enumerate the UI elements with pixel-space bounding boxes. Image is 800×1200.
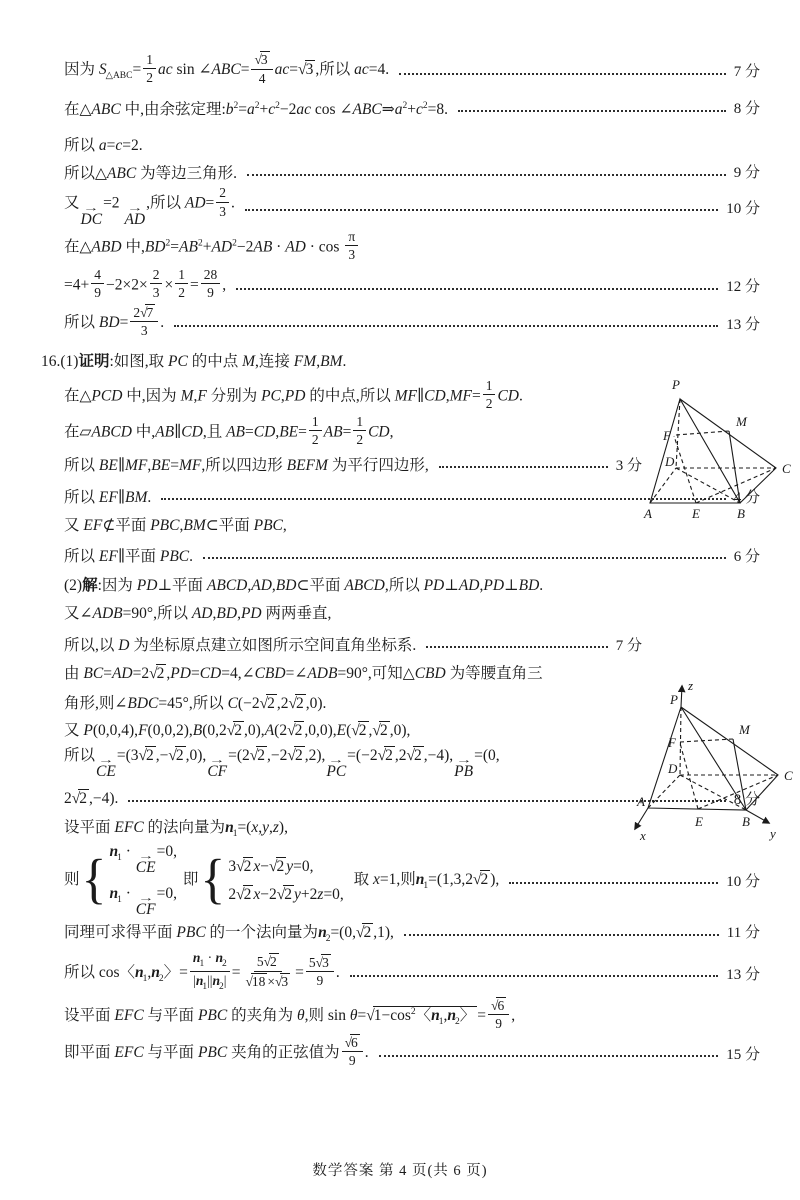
dotted-leader [247, 174, 726, 176]
solution-line [64, 718, 642, 741]
solution-line [64, 544, 760, 567]
line-text: 所以 EF∥平面 PBC. [64, 548, 194, 566]
score-mark: 3 分 [615, 457, 642, 474]
dotted-leader [245, 209, 718, 211]
sqrt-expression: √2 [377, 746, 393, 764]
sqrt-expression: √2 [138, 746, 154, 764]
vertex-label-m: M [736, 414, 747, 429]
line-text: 所以 EF∥BM. [64, 489, 152, 507]
sqrt-expression: √18 [245, 973, 266, 989]
vertex-label-b: B [742, 814, 750, 829]
score-mark: 9 分 [733, 165, 760, 182]
vector-arrow: → AD [124, 202, 146, 229]
pyramid-2-edges [648, 707, 778, 810]
vertex-label-b: B [737, 506, 745, 521]
line-text: 由 BC=AD=2√2 ,PD=CD=4,∠CBD=∠ADB=90°,可知△CBD 为等腰直角三 [64, 665, 543, 683]
vector-arrow: → DC [80, 202, 103, 229]
fraction: $\frac{√6}{9}$ [342, 1034, 363, 1069]
solution-line [64, 743, 642, 780]
score-mark: 11 分 [726, 925, 760, 942]
sqrt-expression: √2 [226, 722, 243, 740]
line-text: 16.(1)证明:如图,取 PC 的中点 M,连接 FM,BM. [41, 353, 347, 371]
dotted-leader [426, 646, 608, 648]
dotted-leader [379, 1055, 719, 1057]
line-text: 同理可求得平面 PBC 的一个法向量为$n_2=(0,√2$ ,1), [64, 923, 394, 944]
equation-system: { $n_1$ · → CE =0, $n_1$ · → CF =0, [81, 842, 177, 919]
line-text: 角形,则∠BDC=45°,所以 C(−2√2 ,2√2 ,0). [64, 695, 327, 713]
solution-line [64, 228, 760, 265]
sqrt-expression: √3 [298, 61, 314, 79]
fraction: $\frac{5√3}{9}$ [306, 954, 334, 989]
dotted-leader [174, 325, 718, 327]
sqrt-expression: √2 [406, 746, 422, 764]
vector-arrow: → CE [135, 850, 156, 877]
vertex-label-f: F [668, 735, 676, 750]
fraction: $\frac{\pi}{3}$ [345, 229, 358, 263]
solution-line [64, 377, 642, 414]
brace-icon: { [81, 850, 107, 910]
score-mark: 10 分 [726, 873, 760, 890]
solution-line [64, 633, 642, 656]
vertex-label-f: F [663, 428, 671, 443]
sqrt-expression: √3 [254, 52, 268, 67]
sqrt-expression: √2 [268, 857, 285, 875]
score-mark: 8 分 [733, 101, 760, 118]
line-text: 又 → DC =2 → AD ,所以 AD= $\frac{2}{3}$ . [64, 185, 235, 229]
solution-line [64, 187, 760, 228]
solution-line [64, 53, 760, 88]
sqrt-expression: √2 [473, 870, 489, 888]
dotted-leader [350, 975, 719, 977]
solution-text-block [41, 50, 760, 1071]
line-text: 又∠ADB=90°,所以 AD,BD,PD 两两垂直, [64, 605, 332, 623]
equation-system: { 3√2 x−√2 y=0, 2√2 x−2√2 y+2z=0, [200, 850, 344, 910]
line-text: 在▱ABCD 中,AB∥CD,且 AB=CD,BE= $\frac{1}{2}$ AB= $\frac{1}{2}$ CD, [64, 413, 394, 448]
line-text: 所以 cos〈$n_1,n_2$〉= $\frac{n_1 \cdot n_2}{|n_1||n_2|}$ = $\frac{5√2}{√18 \times√3}$ = $\frac{5√3}{9}$ . [64, 949, 340, 992]
vertex-label-c: C [782, 461, 791, 476]
solution-line [64, 661, 642, 684]
fraction: $\frac{1}{2}$ [175, 267, 188, 301]
solution-line [64, 843, 760, 918]
solution-line [64, 999, 760, 1034]
vector-arrow: → CE [96, 754, 116, 781]
sqrt-expression: √2 [287, 722, 303, 740]
score-mark: 13 分 [726, 316, 760, 333]
fraction: $\frac{n_1 \cdot n_2}{|n_1||n_2|}$ [190, 950, 230, 993]
line-text: 2√2 ,−4). [64, 789, 119, 807]
sqrt-expression: √2 [288, 695, 304, 713]
brace-icon: { [200, 850, 226, 910]
vector-arrow: → PB [454, 754, 474, 781]
dotted-leader [458, 110, 726, 112]
axis-label-y: y [770, 826, 776, 841]
solution-line [64, 413, 642, 450]
vertex-label-m: M [739, 722, 750, 737]
vertex-label-a: A [644, 506, 652, 521]
score-mark: 4 分 [733, 489, 760, 506]
fraction: $\frac{2}{3}$ [216, 185, 229, 219]
score-mark: 7 分 [733, 64, 760, 81]
sqrt-expression: √2 [287, 746, 303, 764]
sqrt-expression: √2 [249, 746, 266, 764]
sqrt-expression: √2 [71, 789, 88, 807]
sqrt-expression: √2 [372, 722, 388, 740]
vertex-label-p: P [670, 692, 678, 707]
solution-line [64, 601, 760, 624]
line-text: (2)解:因为 PD⊥平面 ABCD,AD,BD⊂平面 ABCD,所以 PD⊥AD,PD⊥BD. [64, 577, 544, 595]
dotted-leader [404, 934, 719, 936]
dotted-leader [236, 288, 718, 290]
fraction: $\frac{√6}{9}$ [488, 997, 509, 1032]
line-text: 所以 → CE =(3√2 ,−√2 ,0), → CF =(2√2 ,−2√2 ,2), → PC =(−2√2 ,2√2 ,−4), → PB =(0, [64, 746, 500, 781]
score-mark: 7 分 [615, 637, 642, 654]
figure-pyramid-1 [636, 372, 796, 530]
sqrt-expression: √3 [275, 973, 289, 989]
dotted-leader [399, 73, 726, 75]
dotted-leader [509, 882, 718, 884]
vertex-label-e: E [692, 506, 700, 521]
vector-arrow: → PC [326, 754, 347, 781]
fraction: $\frac{1}{2}$ [353, 414, 366, 448]
fraction: $\frac{1}{2}$ [143, 52, 156, 86]
fraction: $\frac{2}{3}$ [150, 267, 163, 301]
vector-arrow: → CF [135, 892, 156, 919]
score-mark: 12 分 [726, 279, 760, 296]
line-text: 设平面 EFC 与平面 PBC 的夹角为 θ,则 $\sin \theta=√1-\cos^2$〈$n_1,n_2$〉 = $\frac{√6}{9}$ , [64, 997, 516, 1032]
sqrt-expression: √7 [140, 304, 154, 320]
fraction: $\frac{5√2}{√18 \times√3}$ [245, 954, 289, 989]
score-mark: 15 分 [726, 1046, 760, 1063]
sqrt-expression: √6 [491, 997, 505, 1013]
sqrt-expression: √2 [263, 954, 277, 970]
vertex-label-c: C [784, 768, 793, 783]
line-text: 所以 BD= $\frac{2√7}{3}$ . [64, 304, 165, 339]
line-text: 所以 a=c=2. [64, 136, 143, 154]
sqrt-expression: $√1-\cos^2$〈$n_1,n_2$〉 [366, 1006, 476, 1027]
vertex-label-d: D [668, 761, 678, 776]
sqrt-expression: √2 [276, 885, 292, 903]
solution-line [64, 132, 760, 155]
fraction: $\frac{√3}{4}$ [251, 51, 272, 86]
pyramid-1-edges [650, 399, 776, 503]
sqrt-expression: √2 [236, 885, 252, 903]
line-text: 设平面 EFC 的法向量为$n_1=(x,y,z)$, [64, 818, 288, 839]
score-mark: 13 分 [726, 966, 760, 983]
fraction: $\frac{1}{2}$ [483, 378, 496, 412]
figure-pyramid-2-axes [618, 678, 800, 850]
sqrt-expression: √2 [259, 695, 275, 713]
solution-line [64, 573, 760, 596]
sqrt-expression: √2 [168, 746, 184, 764]
line-text: =4+ $\frac{4}{9}$ −2×2× $\frac{2}{3}$ × $\frac{1}{2}$ = $\frac{28}{9}$ , [64, 266, 227, 301]
line-text: 即平面 EFC 与平面 PBC 夹角的正弦值为 $\frac{√6}{9}$ . [64, 1034, 369, 1069]
solution-line [64, 306, 760, 341]
solution-line [64, 1036, 760, 1071]
solution-line [64, 96, 760, 119]
fraction: $\frac{1}{2}$ [309, 414, 322, 448]
line-text: 则 { $n_1$ · → CE =0, $n_1$ · → CF =0, 即 { 3√2 x−√2 y=0, 2√2 x−2√2 y+2z=0, 取 x=1,则$n_1=(1,3,2√2$ ), [64, 842, 500, 919]
solution-line [41, 349, 760, 372]
solution-line [64, 160, 760, 183]
sqrt-expression: √2 [236, 857, 252, 875]
score-mark: 6 分 [733, 548, 760, 565]
line-text: 又 P(0,0,4),F(0,0,2),B(0,2√2 ,0),A(2√2 ,0,0),E(√2 ,√2 ,0), [64, 722, 411, 740]
sqrt-expression: √2 [149, 665, 165, 683]
sqrt-expression: √3 [315, 954, 329, 970]
vertex-label-d: D [665, 454, 675, 469]
fraction: $\frac{4}{9}$ [91, 267, 104, 301]
line-text: 在△ABD 中$,BD^2=AB^2+AD^2-2AB$ · AD · cos $\frac{\pi}{3}$ [64, 231, 360, 265]
axis-label-z: z [688, 678, 694, 693]
sqrt-expression: √2 [355, 923, 372, 941]
fraction: $\frac{28}{9}$ [201, 267, 221, 301]
solution-line [64, 691, 642, 714]
score-mark: 10 分 [726, 200, 760, 217]
fraction: $\frac{2√7}{3}$ [130, 304, 158, 339]
dotted-leader [203, 557, 726, 559]
solution-line [64, 949, 760, 995]
sqrt-expression: √6 [344, 1034, 358, 1050]
line-text: 因为 $S_{\triangle ABC}=$ $\frac{1}{2}$ ac sin ∠ABC= $\frac{√3}{4}$ ac=√3 ,所以 ac=4. [64, 51, 390, 86]
vertex-label-p: P [672, 377, 680, 392]
vertex-label-a: A [637, 794, 645, 809]
axis-label-x: x [640, 828, 646, 843]
sqrt-expression: √2 [351, 722, 367, 740]
dotted-leader [439, 466, 608, 468]
vector-arrow: → CF [207, 754, 228, 781]
line-text: 所以 BE∥MF,BE=MF,所以四边形 BEFM 为平行四边形, [64, 457, 429, 475]
line-text: 所以,以 D 为坐标原点建立如图所示空间直角坐标系. [64, 637, 417, 655]
page-footer: 数学答案 第 4 页(共 6 页) [312, 1163, 488, 1179]
solution-line [64, 920, 760, 944]
solution-line [64, 453, 642, 476]
line-text: 在△ABC 中,由余弦定理$:b^2=a^2+c^2-2ac$ $\cos \angle ABC\Rightarrow a^2+c^2=8$. [64, 100, 448, 118]
line-text: 又 EF⊄平面 PBC,BM⊂平面 PBC, [64, 517, 287, 535]
line-text: 所以△ABC 为等边三角形. [64, 164, 237, 182]
line-text: 在△PCD 中,因为 M,F 分别为 PC,PD 的中点,所以 MF∥CD,MF= $\frac{1}{2}$ CD. [64, 377, 523, 412]
vertex-label-e: E [695, 814, 703, 829]
score-mark: 8 分 [733, 791, 760, 808]
solution-line [64, 266, 760, 303]
